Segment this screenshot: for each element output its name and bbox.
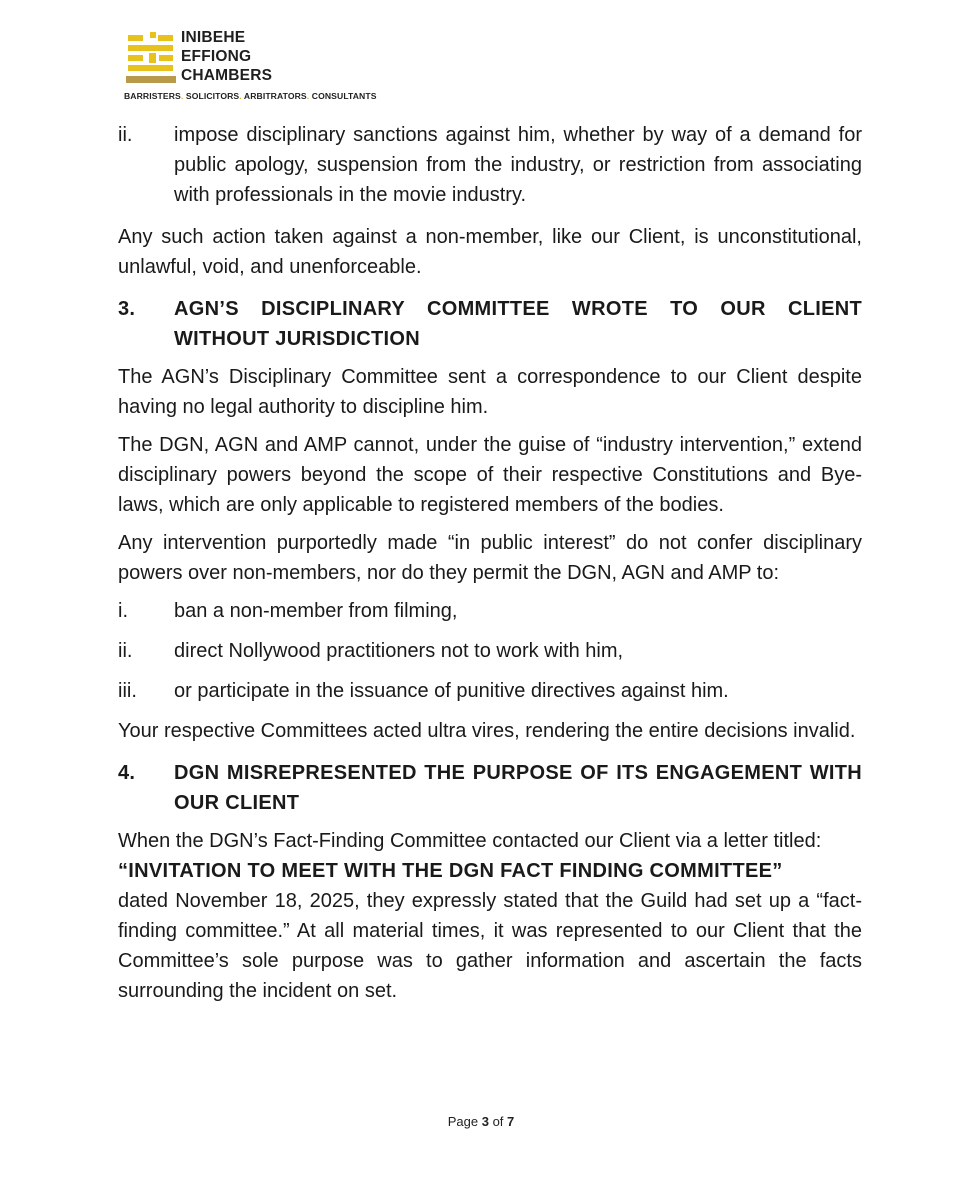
list-item xyxy=(118,636,862,666)
letter-title: “INVITATION TO MEET WITH THE DGN FACT FINDING COMMITTEE” xyxy=(118,860,783,882)
firm-name-line1: INIBEHE xyxy=(181,29,246,46)
paragraph: Any intervention purportedly made “in public interest” do not confer disciplinary powers over non-members, nor do they permit the DGN, AGN and AMP to: xyxy=(118,532,862,584)
total-pages: 7 xyxy=(507,1114,515,1129)
section-number: 4. xyxy=(118,762,136,784)
list-item xyxy=(118,120,862,210)
list-item-text: impose disciplinary sanctions against him, whether by way of a demand for public apology, suspension from the industry, or restriction from associating with professionals in the movie industry. xyxy=(174,124,862,206)
paragraph: Your respective Committees acted ultra vires, rendering the entire decisions invalid. xyxy=(118,720,856,742)
tagline-separator: . xyxy=(239,91,242,101)
firm-tagline xyxy=(124,91,377,101)
list-item-number: iii. xyxy=(118,680,137,702)
stacked-bars-logo-icon xyxy=(126,32,176,84)
tagline-solicitors: SOLICITORS xyxy=(185,91,240,101)
list-item-number: ii. xyxy=(118,124,133,146)
tagline-separator: . xyxy=(180,91,184,101)
paragraph: The AGN’s Disciplinary Committee sent a correspondence to our Client despite having no legal authority to discipline him. xyxy=(118,366,862,418)
current-page-number: 3 xyxy=(481,1114,489,1129)
firm-logo xyxy=(124,26,404,106)
tagline-arbitrators: ARBITRATORS xyxy=(243,91,307,101)
page-footer xyxy=(0,1114,962,1129)
section-heading xyxy=(118,758,862,818)
paragraph: The DGN, AGN and AMP cannot, under the guise of “industry intervention,” extend disciplinary powers beyond the scope of their respective Constitutions and Bye-laws, which are only applicable to registered members of the bodies. xyxy=(118,434,862,516)
list-item-number: ii. xyxy=(118,640,133,662)
list-item-text: ban a non-member from filming, xyxy=(174,600,458,622)
tagline-consultants: CONSULTANTS xyxy=(311,91,377,101)
list-item-text: direct Nollywood practitioners not to work with him, xyxy=(174,640,624,662)
section-number: 3. xyxy=(118,298,136,320)
firm-name-line3: CHAMBERS xyxy=(181,67,273,84)
paragraph: When the DGN’s Fact-Finding Committee contacted our Client via a letter titled: xyxy=(118,830,822,852)
list-item xyxy=(118,596,862,626)
list-item xyxy=(118,676,862,706)
paragraph: dated November 18, 2025, they expressly stated that the Guild had set up a “fact-finding committee.” At all material times, it was represented to our Client that the Committee’s sole purpose was to gather information and ascertain the facts surrounding the incident on set. xyxy=(118,890,862,1002)
firm-name-line2: EFFIONG xyxy=(181,48,252,65)
section-heading xyxy=(118,294,862,354)
list-item-text: or participate in the issuance of punitive directives against him. xyxy=(174,680,729,702)
section-title: AGN’S DISCIPLINARY COMMITTEE WROTE TO OUR CLIENT WITHOUT JURISDICTION xyxy=(174,298,862,350)
tagline-barristers: BARRISTERS xyxy=(124,91,181,101)
tagline-separator: . xyxy=(306,91,310,101)
section-title: DGN MISREPRESENTED THE PURPOSE OF ITS ENGAGEMENT WITH OUR CLIENT xyxy=(174,762,862,814)
paragraph: Any such action taken against a non-member, like our Client, is unconstitutional, unlawful, void, and unenforceable. xyxy=(118,226,862,278)
of-label: of xyxy=(492,1114,504,1129)
letter-body xyxy=(118,120,862,1006)
page-label: Page xyxy=(447,1114,479,1129)
list-item-number: i. xyxy=(118,600,128,622)
firm-name xyxy=(181,28,272,85)
